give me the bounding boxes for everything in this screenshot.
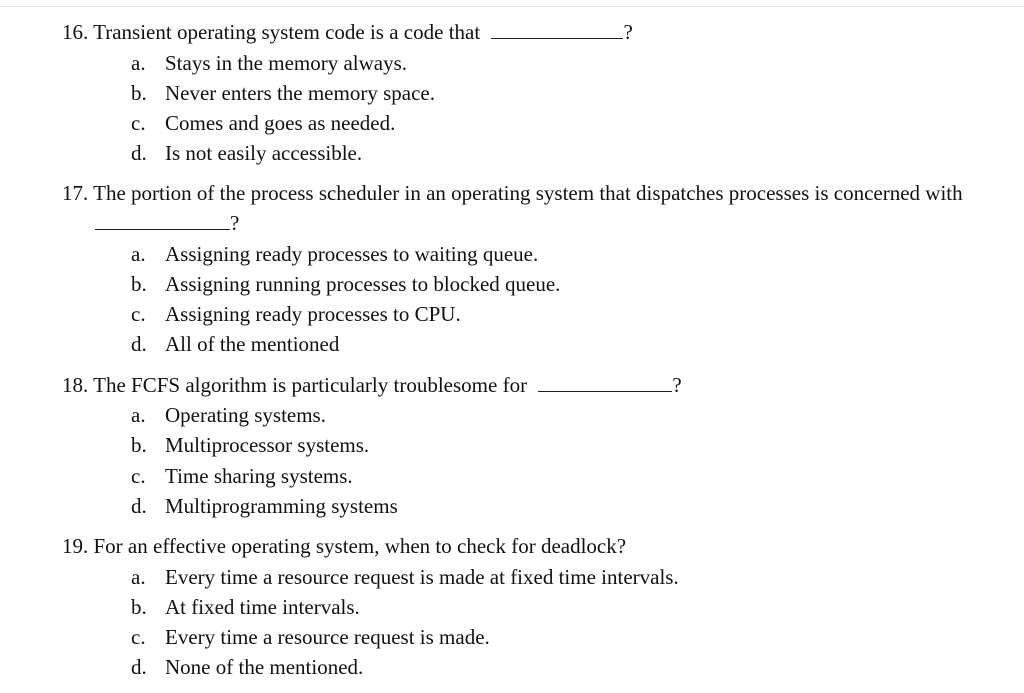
option-letter: c. xyxy=(131,625,146,649)
option-letter: b. xyxy=(131,433,147,457)
option-text: Never enters the memory space. xyxy=(165,81,435,105)
question-mark: ? xyxy=(672,373,682,397)
answer-blank xyxy=(538,373,672,392)
question-mark: ? xyxy=(230,211,240,235)
option-letter: a. xyxy=(131,51,146,75)
option-letter: a. xyxy=(131,565,146,589)
option-d xyxy=(131,332,339,356)
option-text: Assigning running processes to blocked queue. xyxy=(165,272,561,296)
option-text: None of the mentioned. xyxy=(165,655,364,679)
question-mark: ? xyxy=(623,20,633,44)
option-letter: d. xyxy=(131,141,147,165)
option-letter: d. xyxy=(131,494,147,518)
option-d xyxy=(131,655,363,679)
option-letter: a. xyxy=(131,403,146,427)
option-letter: b. xyxy=(131,595,147,619)
option-text: Is not easily accessible. xyxy=(165,141,363,165)
option-a xyxy=(131,403,326,427)
question-text: Transient operating system code is a code that xyxy=(93,20,481,44)
question-17-blank-line xyxy=(95,211,239,235)
option-text: Every time a resource request is made at fixed time intervals. xyxy=(165,565,679,589)
answer-blank xyxy=(95,211,230,230)
answer-blank xyxy=(491,20,623,39)
option-text: Multiprogramming systems xyxy=(165,494,398,518)
option-text: Stays in the memory always. xyxy=(165,51,408,75)
question-text: The FCFS algorithm is particularly troublesome for xyxy=(93,373,528,397)
option-letter: d. xyxy=(131,655,147,679)
option-c xyxy=(131,464,353,488)
option-letter: d. xyxy=(131,332,147,356)
question-number: 17. xyxy=(62,181,89,205)
question-number: 16. xyxy=(62,20,89,44)
question-19-stem xyxy=(62,534,626,558)
top-divider xyxy=(0,6,1024,7)
option-letter: c. xyxy=(131,302,146,326)
option-a xyxy=(131,242,538,266)
option-text: Every time a resource request is made. xyxy=(165,625,490,649)
option-b xyxy=(131,81,435,105)
question-16-stem xyxy=(62,20,633,44)
question-number: 19. xyxy=(62,534,89,558)
option-letter: b. xyxy=(131,81,147,105)
option-b xyxy=(131,272,560,296)
option-letter: c. xyxy=(131,464,146,488)
option-b xyxy=(131,595,360,619)
option-a xyxy=(131,565,679,589)
question-18-stem xyxy=(62,373,682,397)
option-a xyxy=(131,51,407,75)
option-c xyxy=(131,302,461,326)
option-text: Multiprocessor systems. xyxy=(165,433,370,457)
question-text: The portion of the process scheduler in an operating system that dispatches processes is concerned with xyxy=(93,181,963,205)
option-text: Assigning ready processes to CPU. xyxy=(165,302,461,326)
option-text: Time sharing systems. xyxy=(165,464,353,488)
option-text: All of the mentioned xyxy=(165,332,340,356)
option-c xyxy=(131,111,395,135)
option-text: Comes and goes as needed. xyxy=(165,111,396,135)
option-d xyxy=(131,141,362,165)
option-letter: a. xyxy=(131,242,146,266)
option-b xyxy=(131,433,369,457)
question-17-stem xyxy=(62,181,963,205)
option-c xyxy=(131,625,490,649)
option-letter: b. xyxy=(131,272,147,296)
question-text: For an effective operating system, when to check for deadlock? xyxy=(93,534,627,558)
option-text: Operating systems. xyxy=(165,403,326,427)
option-letter: c. xyxy=(131,111,146,135)
option-text: At fixed time intervals. xyxy=(165,595,360,619)
option-d xyxy=(131,494,398,518)
option-text: Assigning ready processes to waiting queue. xyxy=(165,242,539,266)
question-number: 18. xyxy=(62,373,89,397)
